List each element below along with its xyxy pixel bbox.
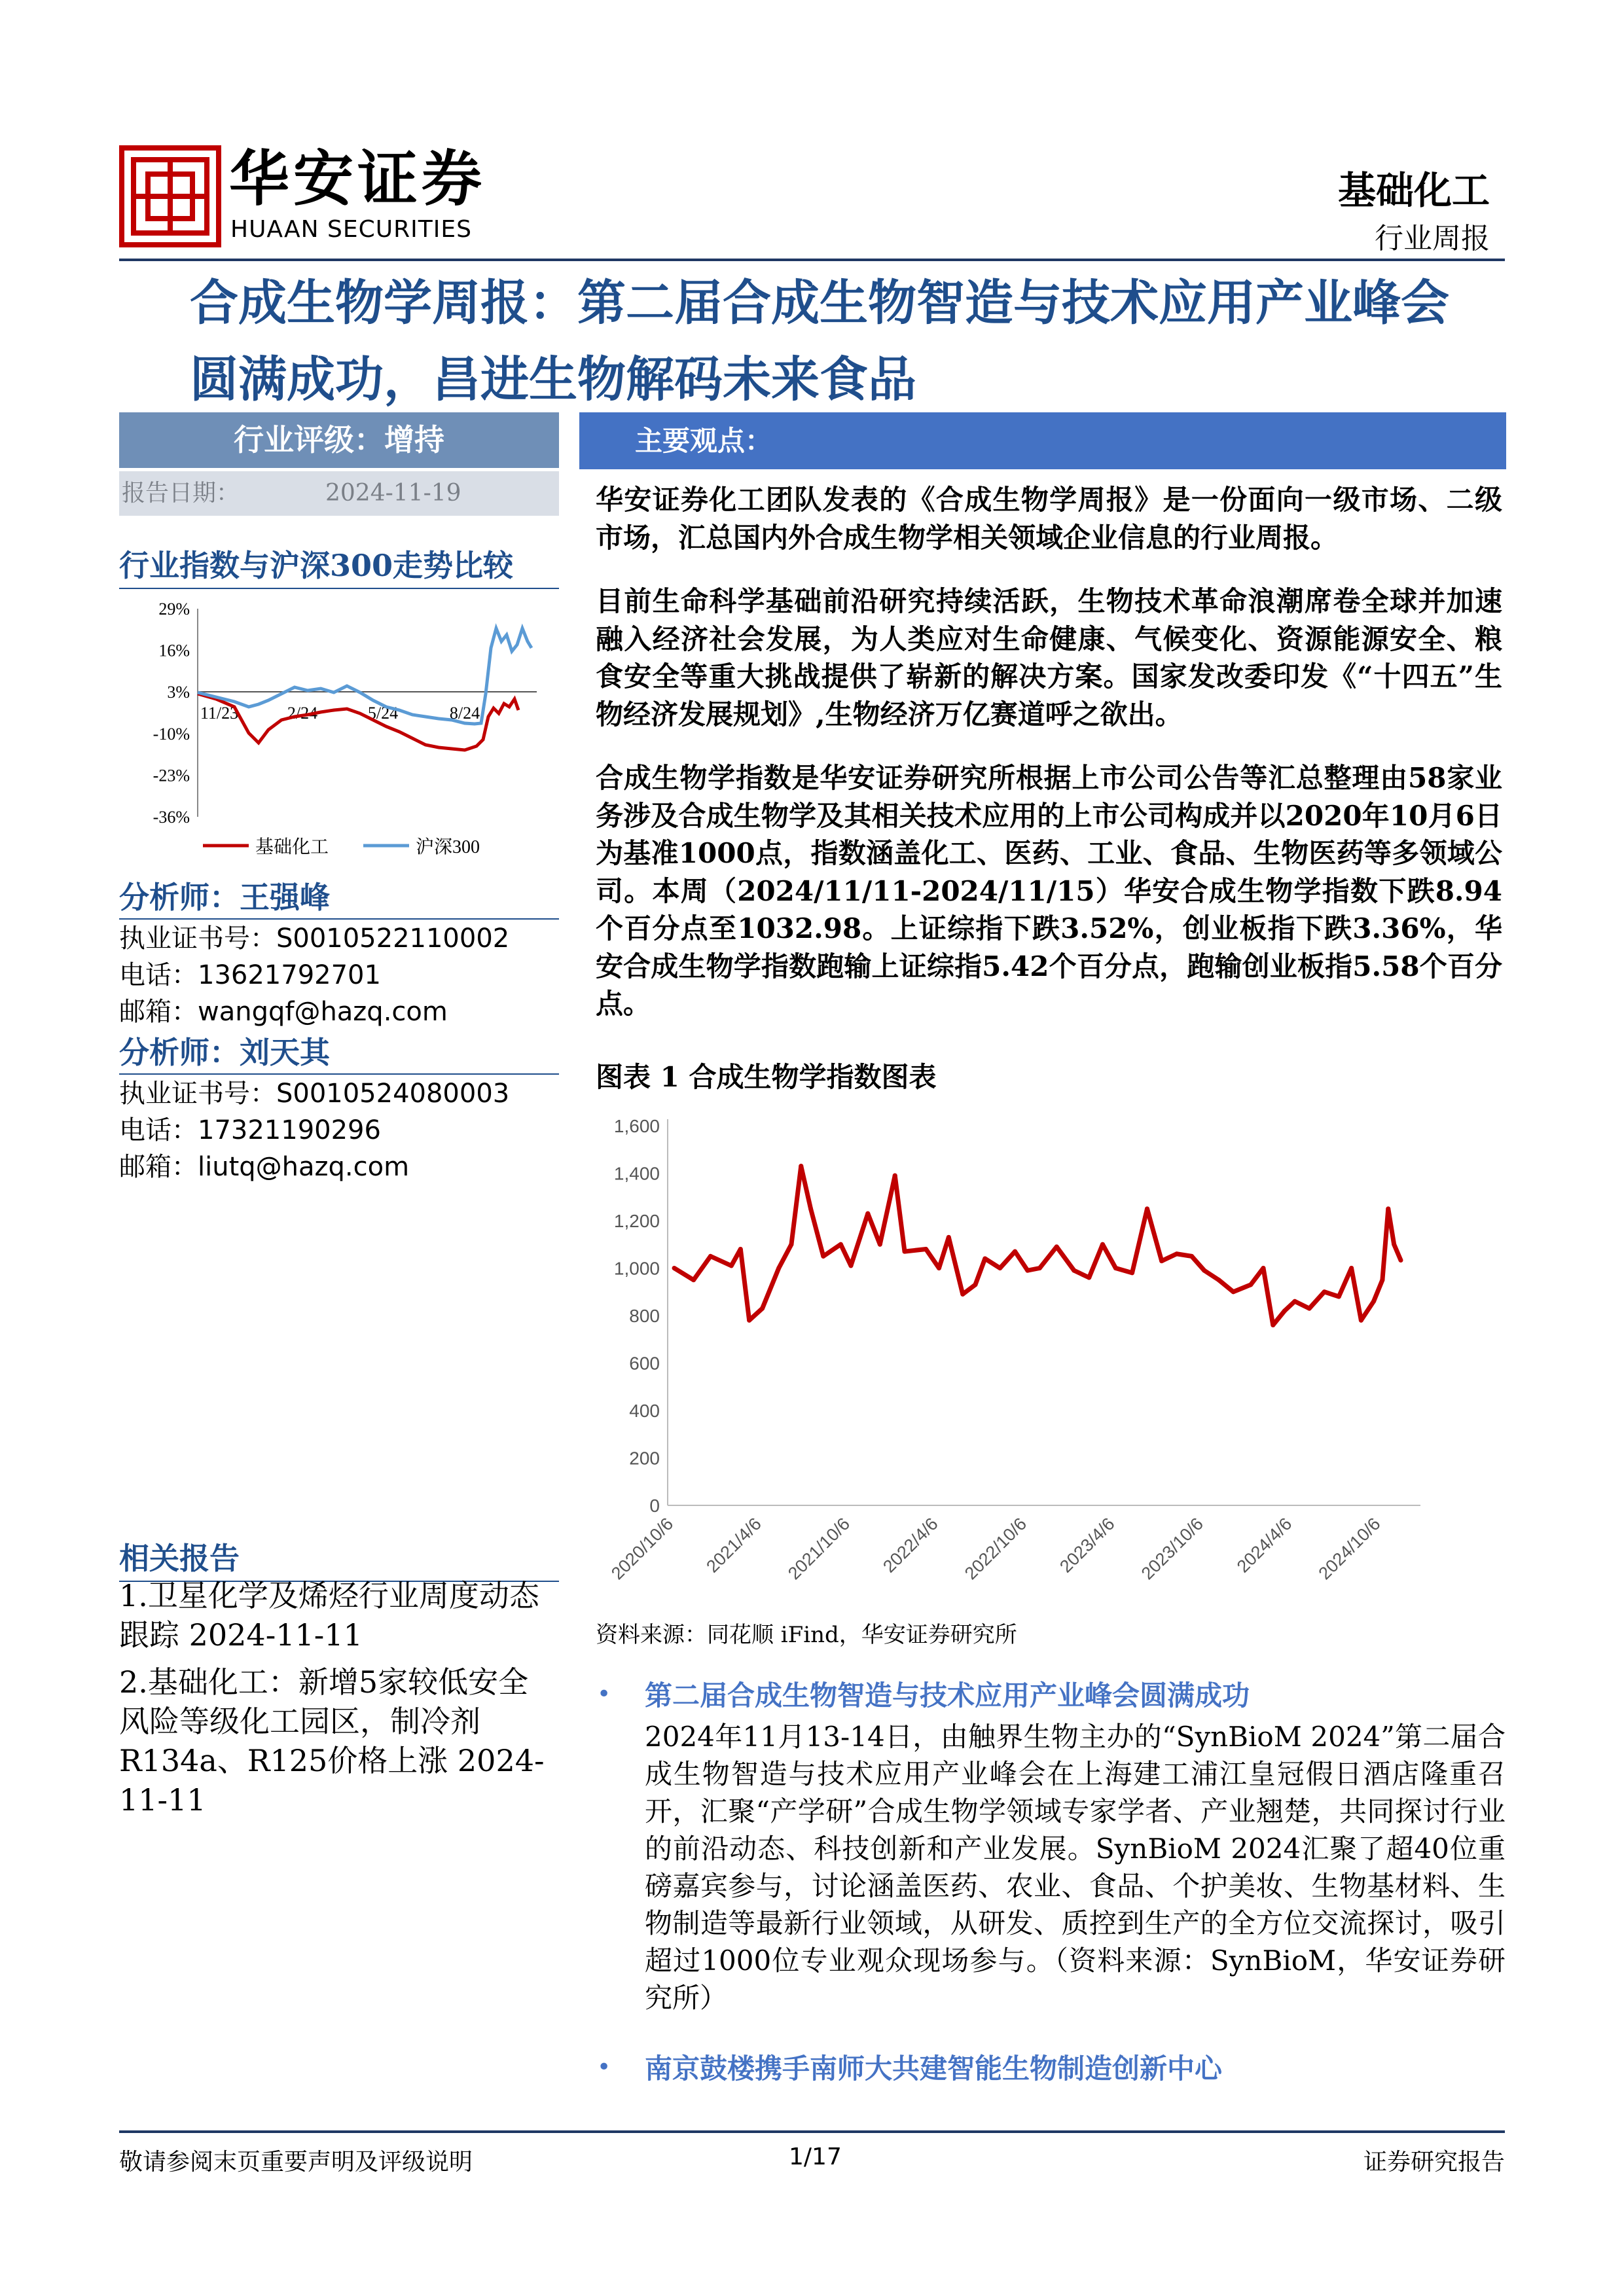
paragraph-index-summary: 合成生物学指数是华安证券研究所根据上市公司公告等汇总整理由58家业务涉及合成生物学及其相关技术应用的上市公司构成并以2020年10月6日为基准1000点，指数涵盖化工、医药、工业、食品、生物医药等多领域公司。本周（2024/11/11-2024/11/15）华安合成生物学指数下跌8.94个百分点至1032.98。上证综指下跌3.52%，创业板指下跌3.36%，华安合成生物学指数跑输上证综指5.42个百分点，跑输创业板指5.58个百分点。 <box>596 762 1502 1020</box>
footer-report-label: 证券研究报告 <box>1363 2149 1505 2176</box>
main-points-title: 主要观点： <box>635 425 773 457</box>
bullet-icon: • <box>597 2054 611 2081</box>
figure-title: 图表 1 合成生物学指数图表 <box>596 1061 937 1093</box>
series-point <box>1386 1206 1390 1211</box>
chart-x-tick: 2020/10/6 <box>607 1514 677 1584</box>
series-line-hushen300 <box>198 628 532 724</box>
series-line-0 <box>674 1166 1401 1325</box>
chart-x-tick: 2023/10/6 <box>1137 1514 1208 1584</box>
series-point <box>865 1211 870 1216</box>
series-point <box>893 1174 897 1178</box>
news-1-body: 2024年11月13-14日，由触界生物主办的“SynBioM 2024”第二届合成生物智造与技术应用产业峰会在上海建工浦江皇冠假日酒店隆重召开，汇聚“产学研”合成生物学领域专家学者、产业翘楚，共同探讨行业的前沿动态、科技创新和产业发展。SynBioM 2024汇聚了超40位重磅嘉宾参与，讨论涵盖医药、农业、食品、个护美妆、生物基材料、生物制造等最新行业领域，从研发、质控到生产的全方位交流探讨，吸引超过1000位专业观众现场参与。（资料来源：SynBioM，华安证券研究所） <box>645 1721 1506 2014</box>
series-point <box>1145 1206 1149 1211</box>
related-report-item[interactable]: 1.卫星化学及烯烃行业周度动态跟踪 2024-11-11 <box>119 1578 539 1653</box>
performance-y-tick: 3% <box>167 683 190 702</box>
performance-y-axis <box>153 600 190 827</box>
legend-label-hushen300: 沪深300 <box>416 837 480 857</box>
legend-label-jichuhuagong: 基础化工 <box>255 837 329 857</box>
chart-series <box>672 1164 1403 1327</box>
performance-x-tick: 8/24 <box>449 704 480 723</box>
performance-x-tick: 5/24 <box>367 704 399 723</box>
series-point <box>1271 1323 1275 1327</box>
chart-x-tick: 2021/10/6 <box>784 1514 854 1584</box>
series-point <box>729 1263 734 1268</box>
header-divider <box>119 259 1505 261</box>
series-point <box>1113 1266 1118 1270</box>
performance-x-tick: 11/23 <box>200 704 239 723</box>
performance-y-tick: -10% <box>153 724 190 744</box>
series-point <box>848 1263 853 1268</box>
chart-y-tick: 600 <box>629 1353 660 1374</box>
chart-y-tick: 1,400 <box>613 1163 660 1184</box>
news-2-title: 南京鼓楼携手南师大共建智能生物制造创新中心 <box>645 2053 1223 2085</box>
page-number: 1/17 <box>789 2144 842 2170</box>
series-point <box>903 1249 907 1254</box>
series-point <box>924 1247 928 1251</box>
report-title: 合成生物学周报：第二届合成生物智造与技术应用产业峰会圆满成功，昌进生物解码未来食品 <box>190 275 1449 408</box>
industry-rating: 行业评级：增持 <box>119 412 559 468</box>
series-point <box>1100 1242 1105 1247</box>
chart-y-tick: 400 <box>629 1401 660 1421</box>
series-point <box>808 1206 813 1211</box>
chart-y-tick: 0 <box>649 1496 660 1516</box>
series-point <box>708 1254 713 1259</box>
series-point <box>947 1235 951 1240</box>
series-point <box>1174 1251 1179 1256</box>
paragraph-intro: 华安证券化工团队发表的《合成生物学周报》是一份面向一级市场、二级市场，汇总国内外合成生物学相关领域企业信息的行业周报。 <box>596 484 1502 554</box>
footer-disclaimer: 敬请参阅末页重要声明及评级说明 <box>119 2149 473 2176</box>
series-point <box>1202 1268 1206 1273</box>
analyst-2-cert: 执业证书号：S0010524080003 <box>119 1079 510 1109</box>
analyst-1-phone: 电话：13621792701 <box>119 960 381 990</box>
series-point <box>1072 1268 1076 1273</box>
chart-y-tick: 1,000 <box>613 1258 660 1279</box>
series-point <box>1293 1299 1297 1304</box>
series-point <box>1159 1259 1164 1263</box>
figure-source: 资料来源：同花顺 iFind，华安证券研究所 <box>596 1622 1017 1648</box>
series-point <box>776 1266 781 1270</box>
related-reports-title: 相关报告 <box>119 1535 559 1582</box>
chart-y-tick: 1,600 <box>613 1116 660 1136</box>
report-type: 行业周报 <box>1375 222 1490 255</box>
series-point <box>1025 1268 1030 1273</box>
sector-name: 基础化工 <box>1337 168 1490 213</box>
series-point <box>747 1318 751 1323</box>
chart-x-axis <box>607 1514 1384 1583</box>
series-point <box>1216 1278 1221 1282</box>
chart-y-tick: 1,200 <box>613 1211 660 1231</box>
performance-y-tick: 29% <box>158 600 190 619</box>
series-point <box>821 1254 825 1259</box>
synbio-index-chart <box>583 1100 1434 1636</box>
series-point <box>1189 1254 1194 1259</box>
performance-chart <box>118 589 569 864</box>
logo-mark <box>119 145 221 247</box>
series-point <box>937 1266 941 1270</box>
performance-y-tick: 16% <box>158 641 190 660</box>
footer-divider <box>119 2130 1505 2133</box>
series-point <box>960 1292 965 1297</box>
related-report-item[interactable]: 2.基础化工：新增5家较低安全风险等级化工园区，制冷剂R134a、R125价格上涨 2024-11-11 <box>119 1664 545 1818</box>
series-point <box>1349 1266 1354 1270</box>
chart-y-tick: 800 <box>629 1306 660 1326</box>
performance-y-tick: -23% <box>153 766 190 785</box>
series-point <box>1399 1258 1403 1263</box>
analyst-2-email[interactable]: 邮箱：liutq@hazq.com <box>119 1152 410 1182</box>
series-point <box>998 1266 1002 1270</box>
series-point <box>760 1306 765 1311</box>
analyst-1-title: 分析师：王强峰 <box>119 874 559 920</box>
logo-english-name: HUAAN SECURITIES <box>230 216 472 243</box>
series-point <box>1380 1278 1384 1282</box>
news-1-title: 第二届合成生物智造与技术应用产业峰会圆满成功 <box>645 1679 1250 1712</box>
series-point <box>1038 1266 1042 1270</box>
analyst-2-phone: 电话：17321190296 <box>119 1115 381 1145</box>
series-point <box>983 1257 987 1261</box>
series-point <box>1055 1244 1059 1249</box>
performance-chart-title: 行业指数与沪深300走势比较 <box>119 542 559 589</box>
main-points-bar <box>579 412 1506 469</box>
series-point <box>1248 1282 1253 1287</box>
analyst-2-title: 分析师：刘天其 <box>119 1029 559 1075</box>
series-point <box>738 1247 743 1251</box>
series-point <box>1371 1299 1376 1304</box>
analyst-1-email[interactable]: 邮箱：wangqf@hazq.com <box>119 997 448 1027</box>
series-point <box>1087 1276 1091 1280</box>
performance-x-tick: 2/24 <box>287 704 318 723</box>
logo-chinese-name: 华安证券 <box>229 143 486 214</box>
series-point <box>1307 1306 1312 1311</box>
series-point <box>1013 1249 1017 1254</box>
analyst-1-cert: 执业证书号：S0010522110002 <box>119 924 510 954</box>
series-point <box>1261 1266 1265 1270</box>
bullet-icon: • <box>597 1681 611 1708</box>
series-point <box>691 1278 696 1282</box>
chart-x-tick: 2023/4/6 <box>1056 1514 1119 1577</box>
paragraph-background: 目前生命科学基础前沿研究持续活跃，生物技术革命浪潮席卷全球并加速融入经济社会发展，为人类应对生命健康、气候变化、资源能源安全、粮食安全等重大挑战提供了崭新的解决方案。国家发改委印发《“十四五”生物经济发展规划》,生物经济万亿赛道呼之欲出。 <box>596 585 1502 730</box>
series-point <box>878 1242 882 1247</box>
chart-y-axis <box>614 1116 660 1516</box>
report-date-value: 2024-11-19 <box>325 480 461 507</box>
series-point <box>1359 1318 1363 1323</box>
series-point <box>1322 1289 1327 1294</box>
chart-y-tick: 200 <box>629 1448 660 1469</box>
chart-x-tick: 2022/10/6 <box>960 1514 1031 1584</box>
series-point <box>1130 1270 1134 1275</box>
series-point <box>973 1282 977 1287</box>
series-point <box>789 1242 793 1247</box>
report-date-label: 报告日期： <box>122 480 240 507</box>
series-point <box>799 1164 803 1168</box>
series-point <box>1337 1295 1341 1299</box>
chart-x-tick: 2021/4/6 <box>702 1514 765 1577</box>
series-point <box>1282 1308 1287 1313</box>
chart-x-tick: 2024/4/6 <box>1233 1514 1296 1577</box>
series-point <box>839 1242 843 1247</box>
performance-legend <box>203 836 480 857</box>
report-date-box <box>119 471 559 516</box>
chart-x-tick: 2024/10/6 <box>1314 1514 1384 1584</box>
series-point <box>1392 1242 1396 1247</box>
series-point <box>672 1266 677 1270</box>
series-point <box>1231 1289 1236 1294</box>
chart-x-tick: 2022/4/6 <box>879 1514 942 1577</box>
performance-y-tick: -36% <box>153 808 190 827</box>
